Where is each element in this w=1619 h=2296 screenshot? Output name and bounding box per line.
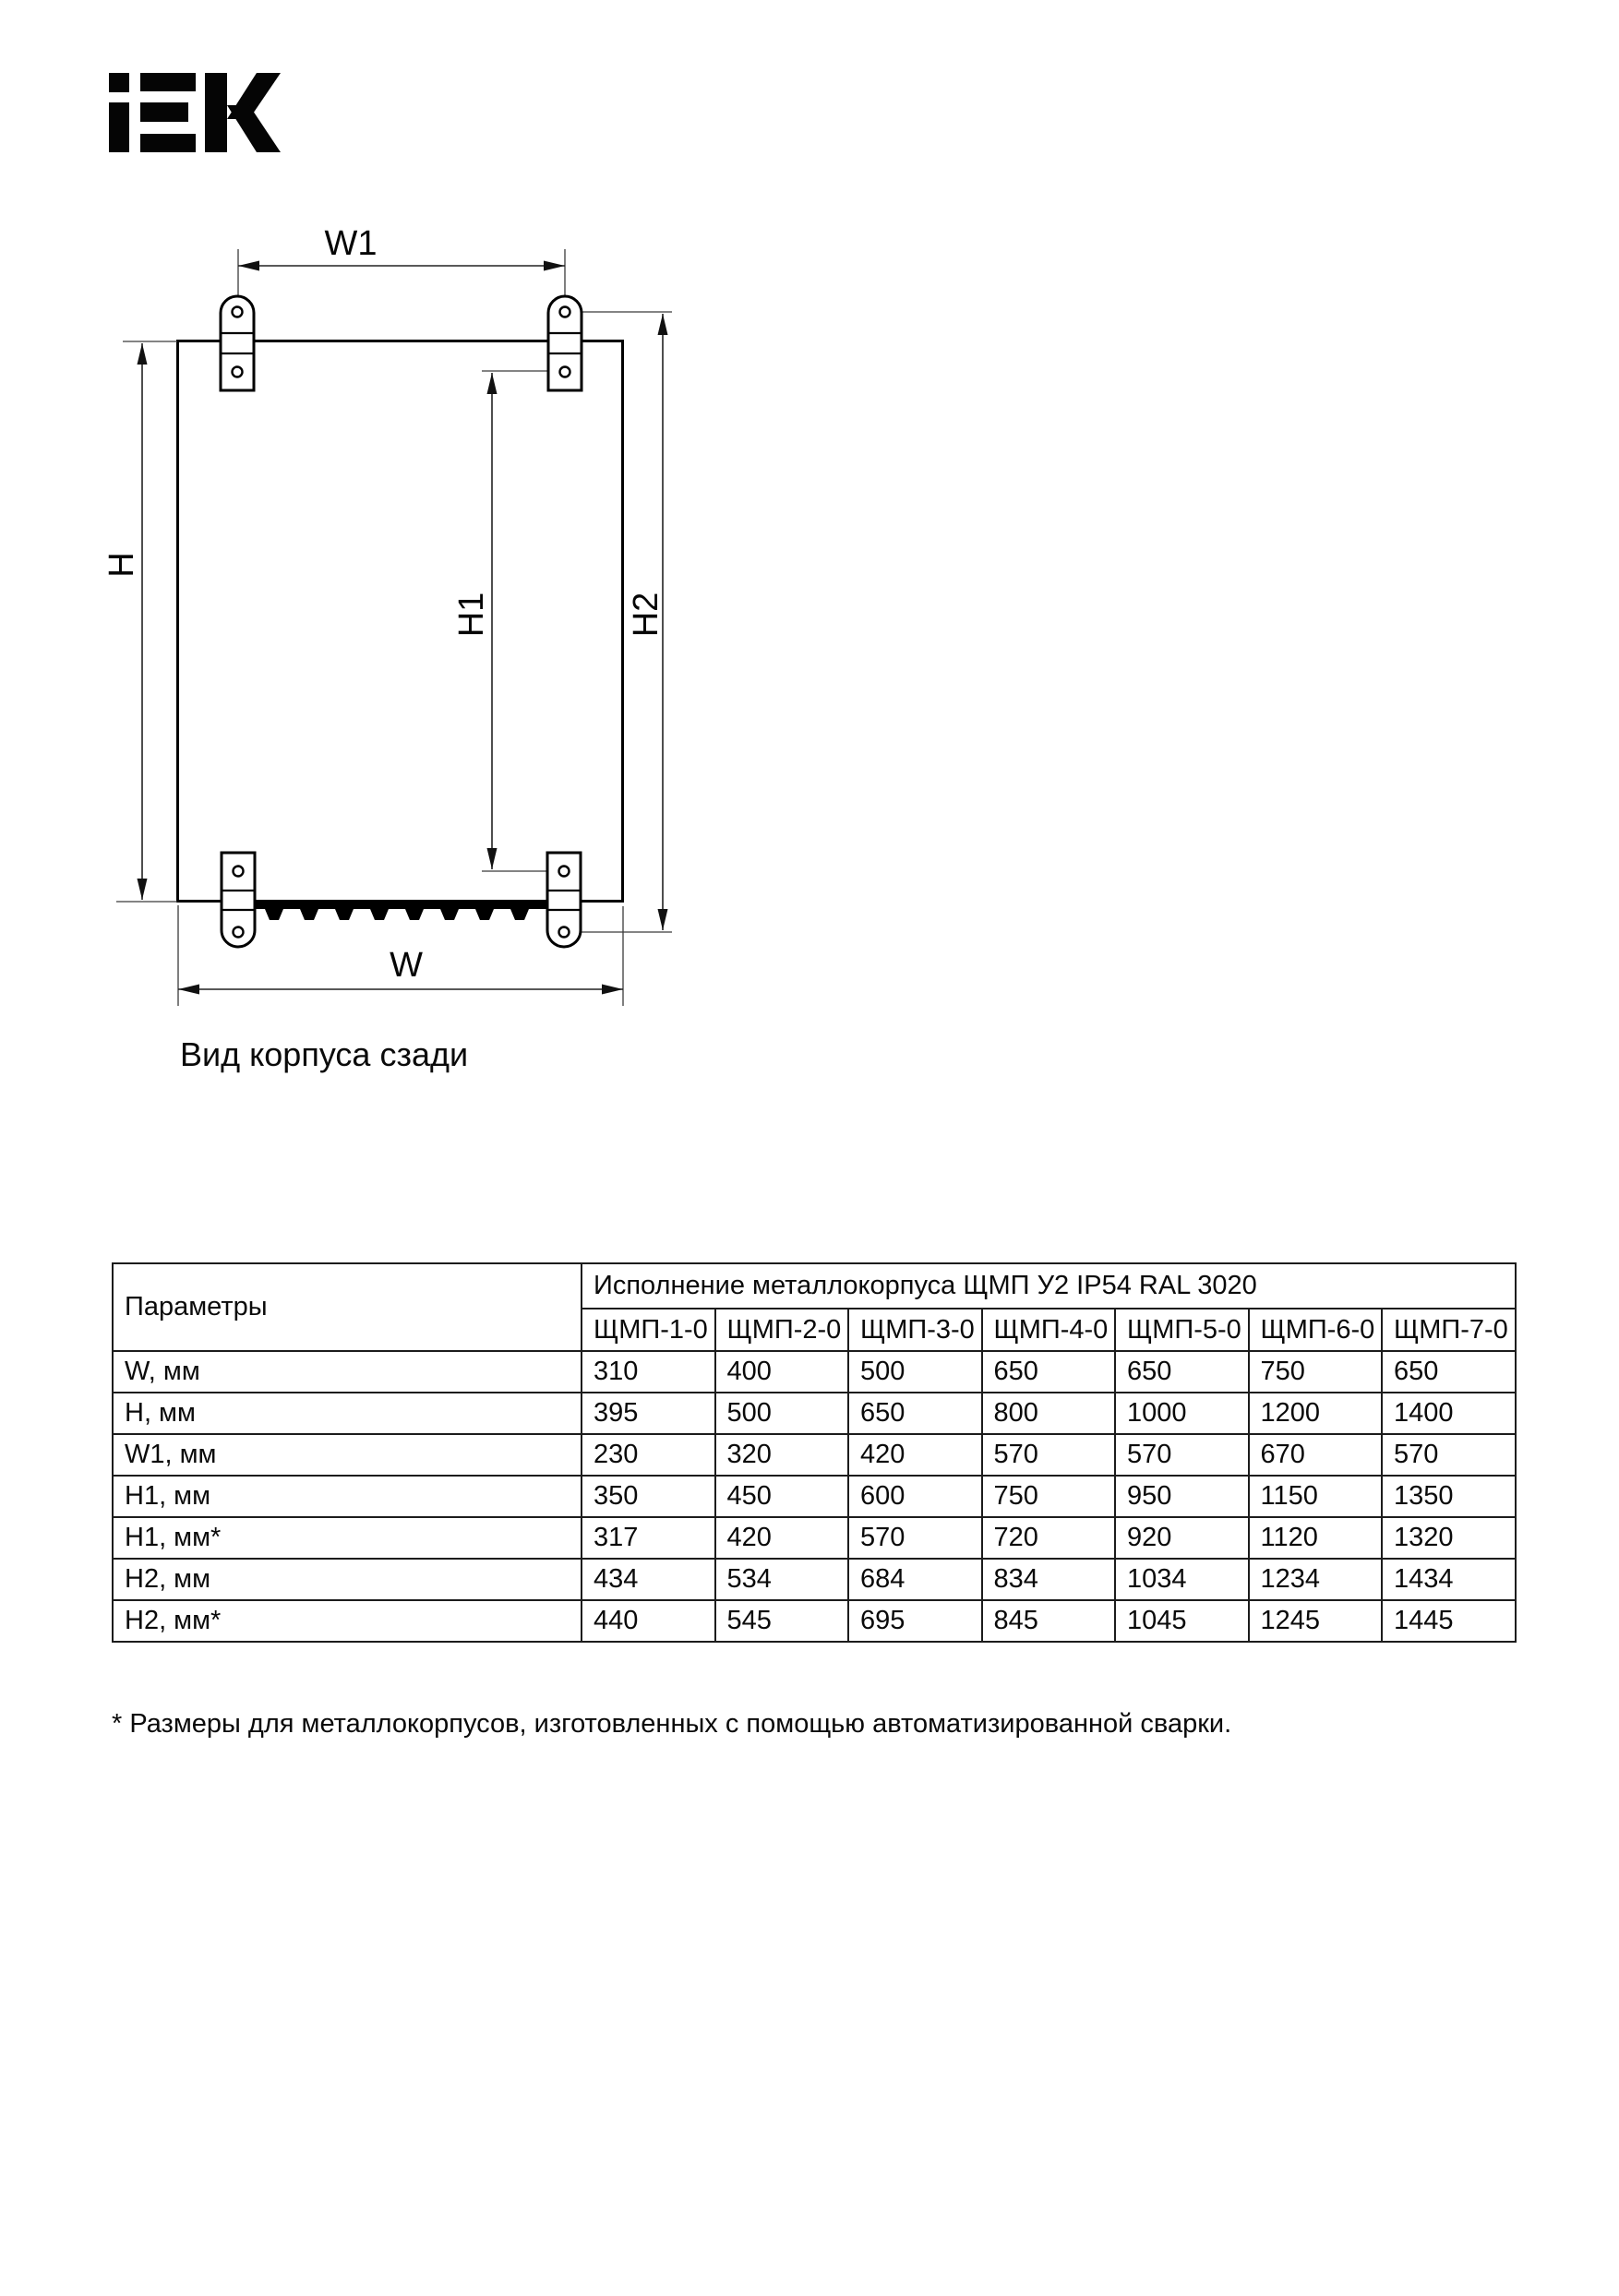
value-cell: 650 (1382, 1351, 1516, 1393)
value-cell: 695 (848, 1600, 982, 1642)
logo-i-dot (109, 73, 129, 92)
table-group-header: Исполнение металлокорпуса ЩМП У2 IP54 RAL 3020 (582, 1263, 1516, 1309)
value-cell: 650 (848, 1393, 982, 1434)
value-cell: 650 (982, 1351, 1116, 1393)
value-cell: 420 (848, 1434, 982, 1476)
value-cell: 570 (982, 1434, 1116, 1476)
value-cell: 570 (1382, 1434, 1516, 1476)
value-cell: 1045 (1115, 1600, 1249, 1642)
column-header: ЩМП-2-0 (715, 1309, 849, 1351)
value-cell: 545 (715, 1600, 849, 1642)
logo-e-top-bar (140, 73, 196, 91)
serrated-strip (255, 901, 547, 920)
value-cell: 750 (1249, 1351, 1383, 1393)
column-header: ЩМП-5-0 (1115, 1309, 1249, 1351)
value-cell: 800 (982, 1393, 1116, 1434)
value-cell: 920 (1115, 1517, 1249, 1559)
value-cell: 1434 (1382, 1559, 1516, 1600)
value-cell: 1320 (1382, 1517, 1516, 1559)
row-label: W, мм (113, 1351, 582, 1393)
logo-i-stem (109, 102, 129, 152)
value-cell: 395 (582, 1393, 715, 1434)
dimensions-table-wrap (112, 1262, 1517, 1643)
column-header: ЩМП-6-0 (1249, 1309, 1383, 1351)
value-cell: 834 (982, 1559, 1116, 1600)
dimension-label-w1: W1 (324, 224, 378, 263)
value-cell: 684 (848, 1559, 982, 1600)
dimensions-table (112, 1262, 1517, 1643)
value-cell: 317 (582, 1517, 715, 1559)
value-cell: 1150 (1249, 1476, 1383, 1517)
column-header: ЩМП-7-0 (1382, 1309, 1516, 1351)
value-cell: 1034 (1115, 1559, 1249, 1600)
value-cell: 600 (848, 1476, 982, 1517)
row-label: H2, мм* (113, 1600, 582, 1642)
value-cell: 1120 (1249, 1517, 1383, 1559)
value-cell: 534 (715, 1559, 849, 1600)
logo-e-mid-bar (140, 102, 188, 122)
value-cell: 440 (582, 1600, 715, 1642)
table-row (113, 1517, 1516, 1559)
table-row (113, 1351, 1516, 1393)
value-cell: 434 (582, 1559, 715, 1600)
iek-logo (109, 72, 281, 153)
value-cell: 400 (715, 1351, 849, 1393)
value-cell: 350 (582, 1476, 715, 1517)
enclosure-body (178, 341, 623, 902)
value-cell: 320 (715, 1434, 849, 1476)
value-cell: 1445 (1382, 1600, 1516, 1642)
value-cell: 650 (1115, 1351, 1249, 1393)
row-label: H1, мм (113, 1476, 582, 1517)
value-cell: 310 (582, 1351, 715, 1393)
value-cell: 750 (982, 1476, 1116, 1517)
value-cell: 670 (1249, 1434, 1383, 1476)
value-cell: 1350 (1382, 1476, 1516, 1517)
logo-e-bottom-bar (140, 134, 196, 152)
value-cell: 845 (982, 1600, 1116, 1642)
logo-k-stem (205, 73, 227, 152)
row-label: H, мм (113, 1393, 582, 1434)
logo-k-lower-arm (227, 105, 281, 152)
column-header: ЩМП-4-0 (982, 1309, 1116, 1351)
value-cell: 230 (582, 1434, 715, 1476)
table-param-header: Параметры (113, 1263, 582, 1351)
table-row (113, 1434, 1516, 1476)
iek-logo-graphic (109, 72, 281, 153)
value-cell: 570 (1115, 1434, 1249, 1476)
enclosure-rear-view-drawing (74, 221, 720, 1015)
value-cell: 570 (848, 1517, 982, 1559)
dimension-label-h: H (102, 552, 141, 578)
dimension-label-h2: H2 (627, 592, 666, 638)
value-cell: 1400 (1382, 1393, 1516, 1434)
value-cell: 500 (715, 1393, 849, 1434)
table-row (113, 1600, 1516, 1642)
value-cell: 1234 (1249, 1559, 1383, 1600)
table-row (113, 1476, 1516, 1517)
table-row (113, 1393, 1516, 1434)
table-row (113, 1559, 1516, 1600)
footnote: * Размеры для металлокорпусов, изготовленных с помощью автоматизированной сварки. (112, 1709, 1232, 1739)
value-cell: 420 (715, 1517, 849, 1559)
value-cell: 1200 (1249, 1393, 1383, 1434)
table-body (113, 1351, 1516, 1642)
value-cell: 720 (982, 1517, 1116, 1559)
column-header: ЩМП-3-0 (848, 1309, 982, 1351)
value-cell: 1000 (1115, 1393, 1249, 1434)
value-cell: 950 (1115, 1476, 1249, 1517)
column-header: ЩМП-1-0 (582, 1309, 715, 1351)
row-label: W1, мм (113, 1434, 582, 1476)
diagram-caption: Вид корпуса сзади (180, 1035, 469, 1073)
value-cell: 450 (715, 1476, 849, 1517)
dimension-label-w: W (390, 946, 423, 985)
value-cell: 1245 (1249, 1600, 1383, 1642)
row-label: H2, мм (113, 1559, 582, 1600)
row-label: H1, мм* (113, 1517, 582, 1559)
value-cell: 500 (848, 1351, 982, 1393)
dimension-label-h1: H1 (452, 592, 491, 638)
